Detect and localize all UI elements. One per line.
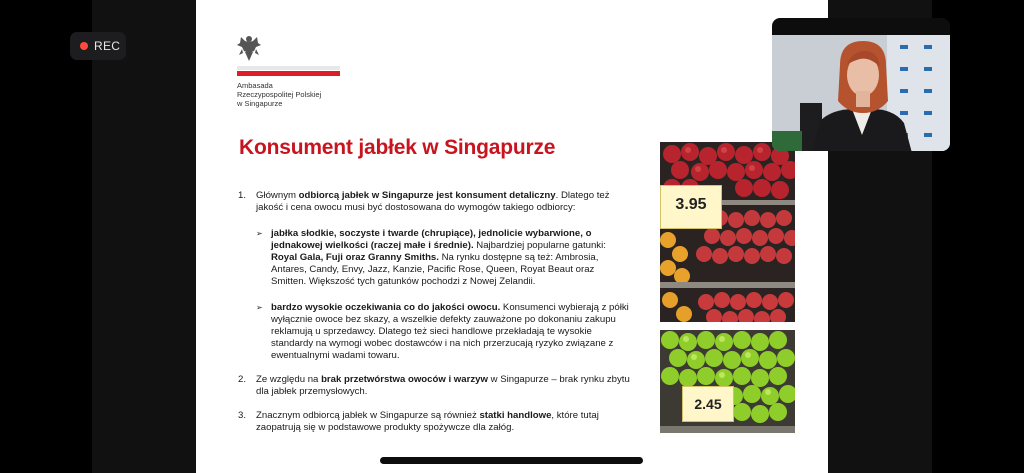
price-value: 2.45: [694, 396, 722, 412]
price-tag: [682, 386, 734, 422]
red-apples-photo: [660, 142, 795, 322]
text-run-bold: jabłka słodkie, soczyste i twarde (chrupiące), jednolicie wybarwione, o jednakowej wielkości (raczej małe i średnie).: [271, 228, 592, 251]
arrow-bullet-icon: ➢: [256, 229, 263, 238]
text-run: Na rynku dostępne są też: Ambrosia, Antares, Candy, Envy, Jazz, Kanzie, Pacific Rose, Queen, Royat Beaut oraz Smitten. Większość tych gatunków pochodzi z Nowej Zelandii.: [271, 252, 599, 287]
recording-label: REC: [94, 39, 121, 53]
embassy-name: [237, 81, 321, 108]
item-number: 2.: [238, 374, 247, 385]
text-run-bold: statki handlowe: [479, 410, 552, 421]
list-item: [238, 410, 630, 434]
presenter-video[interactable]: [772, 18, 950, 151]
item-number: 3.: [238, 410, 247, 421]
list-item: [238, 190, 630, 362]
arrow-bullet-icon: ➢: [256, 303, 263, 312]
price-value: 3.95: [675, 196, 707, 213]
slide-content: [238, 190, 630, 446]
price-tag: [660, 185, 722, 229]
text-run: , które tutaj zaopatrują się w podstawowe produkty spożywcze dla załóg.: [256, 410, 599, 433]
item-number: 1.: [238, 190, 247, 201]
polish-eagle-emblem-icon: [236, 33, 262, 63]
price-tag-header: [661, 186, 721, 192]
sub-list-item: [256, 302, 630, 362]
green-apples-photo: [660, 330, 795, 433]
presentation-slide: [196, 0, 828, 473]
text-run: Najbardziej popularne gatunki:: [473, 240, 606, 251]
presenter-video-image: [772, 35, 950, 151]
text-run-bold: brak przetwórstwa owoców i warzyw: [321, 374, 488, 385]
scroll-handle-bar[interactable]: [380, 457, 643, 464]
sub-list-item: [256, 228, 630, 288]
list-item: [238, 374, 630, 398]
embassy-line: Ambasada: [237, 81, 273, 90]
slide-title: Konsument jabłek w Singapurze: [239, 136, 556, 159]
text-run: Znacznym odbiorcą jabłek w Singapurze są również: [256, 410, 480, 421]
text-run-bold: odbiorcą jabłek w Singapurze jest konsument detaliczny: [298, 190, 556, 201]
embassy-line: Rzeczypospolitej Polskiej: [237, 90, 322, 99]
text-run: Konsumenci wybierają z półki wyłącznie owoce bez skazy, a wszelkie defekty zauważone po dokonaniu zakupu reklamują u sprzedawcy. Dlatego też sieci handlowe przekładają te wysokie standardy na wymogi wobec dostawców i na nich przerzucają ryzyko związane z ewentualnymi wadami towaru.: [271, 302, 629, 361]
record-dot-icon: [80, 42, 88, 50]
flag-red-stripe: [237, 71, 340, 76]
red-apples-image: [660, 142, 795, 322]
left-letterbox: [92, 0, 196, 473]
text-run: Głównym: [256, 190, 299, 201]
item-text: [256, 190, 610, 213]
flag-white-stripe: [237, 66, 340, 70]
text-run-bold: bardzo wysokie oczekiwania co do jakości owocu.: [271, 302, 501, 313]
left-black-bar: [0, 0, 92, 473]
recording-indicator: [70, 32, 126, 60]
text-run: w Singapurze – brak rynku zbytu dla jabłek przemysłowych.: [256, 374, 630, 397]
text-run: . Dlatego też jakość i cena owocu musi być dostosowana do wymogów takiego odbiorcy:: [256, 190, 610, 213]
embassy-line: w Singapurze: [237, 99, 283, 108]
text-run: Ze względu na: [256, 374, 322, 385]
text-run-bold: Royal Gala, Fuji oraz Granny Smiths.: [271, 252, 439, 263]
price-tag-header: [683, 387, 733, 393]
